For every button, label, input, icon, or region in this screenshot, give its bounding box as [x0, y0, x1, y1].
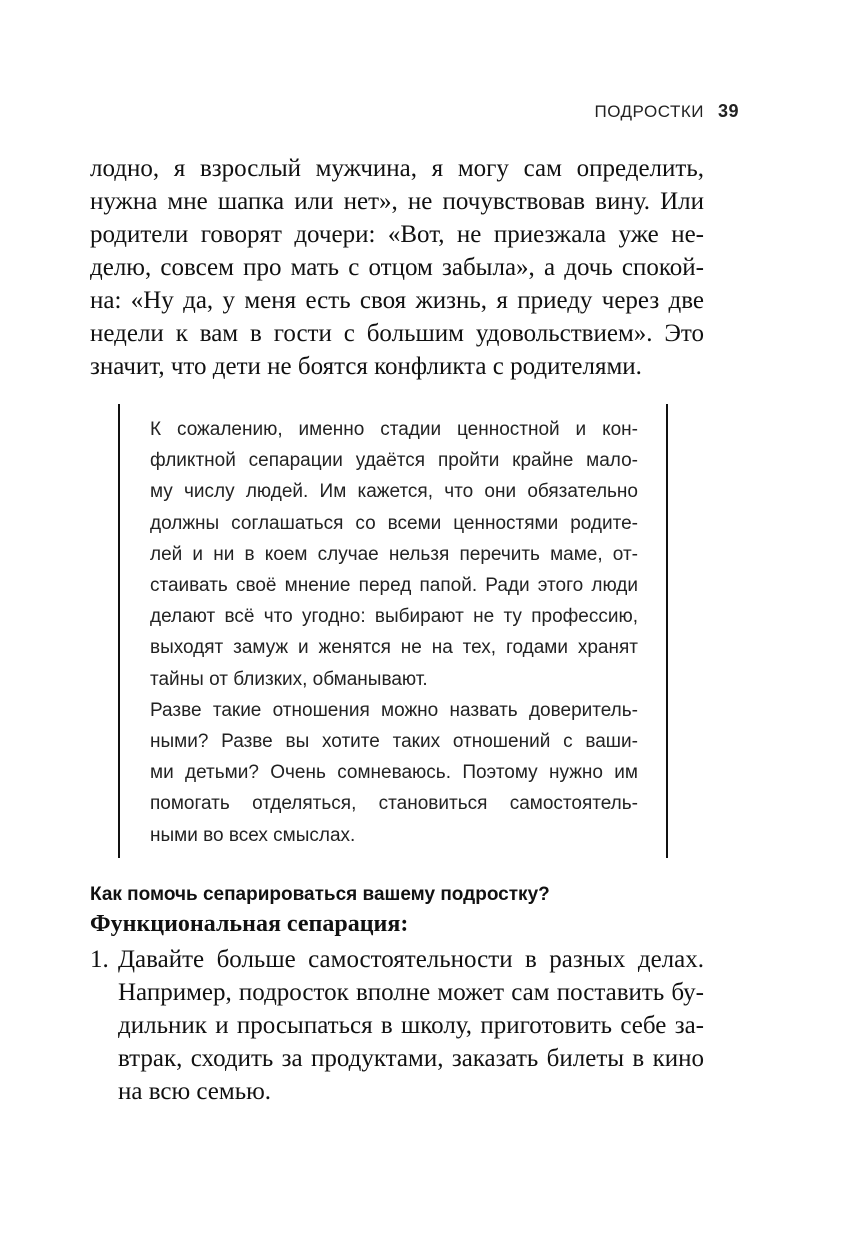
- callout-line: му числу людей. Им кажется, что они обязательно: [150, 481, 638, 503]
- list-item-line: Давайте больше самостоятельности в разных делах.: [118, 946, 704, 973]
- subheading: Как помочь сепарироваться вашему подростку?: [90, 884, 550, 905]
- body-line: делю, совсем про мать с отцом забыла», а дочь спокой-: [90, 254, 704, 281]
- callout-text: [150, 414, 638, 851]
- callout-line: ными во всех смыслах.: [150, 824, 356, 846]
- body-paragraph: [90, 152, 704, 383]
- body-line: недели к вам в гости с большим удовольствием». Это: [90, 320, 704, 347]
- list-item: [90, 943, 704, 1108]
- section-title: Функциональная сепарация:: [90, 911, 409, 937]
- callout-line: должны соглашаться со всеми ценностями родите-: [150, 512, 638, 534]
- callout-line: Разве такие отношения можно назвать доверитель-: [150, 699, 638, 721]
- list-item-line: дильник и просыпаться в школу, приготовить себе за-: [118, 1012, 704, 1039]
- list-item-line: на всю семью.: [118, 1078, 272, 1105]
- callout-line: К сожалению, именно стадии ценностной и кон-: [150, 419, 638, 440]
- callout-line: делают всё что угодно: выбирают не ту профессию,: [150, 606, 638, 628]
- callout-line: тайны от близких, обманывают.: [150, 668, 428, 690]
- body-line: родители говорят дочери: «Вот, не приезжала уже не-: [90, 221, 704, 248]
- page-number: 39: [717, 101, 739, 121]
- body-line: нужна мне шапка или нет», не почувствовав вину. Или: [90, 188, 704, 215]
- body-line: лодно, я взрослый мужчина, я могу сам определить,: [90, 155, 704, 182]
- list-item-number: 1.: [90, 946, 109, 973]
- running-header-section: ПОДРОСТКИ: [594, 102, 704, 121]
- callout-box: [118, 404, 668, 858]
- callout-line: стаивать своё мнение перед папой. Ради этого люди: [150, 575, 638, 597]
- callout-line: лей и ни в коем случае нельзя перечить маме, от-: [150, 543, 638, 565]
- callout-line: ми детьми? Очень сомневаюсь. Поэтому нужно им: [150, 762, 638, 784]
- callout-line: выходят замуж и женятся не на тех, годами хранят: [150, 637, 638, 659]
- body-line: на: «Ну да, у меня есть своя жизнь, я приеду через две: [90, 287, 704, 314]
- callout-line: фликтной сепарации удаётся пройти крайне мало-: [150, 450, 638, 472]
- list-item-line: втрак, сходить за продуктами, заказать билеты в кино: [118, 1045, 704, 1072]
- list-item-line: Например, подросток вполне может сам поставить бу-: [118, 979, 704, 1006]
- callout-line: помогать отделяться, становиться самостоятель-: [150, 793, 638, 815]
- running-header: [594, 101, 739, 122]
- callout-line: ными? Разве вы хотите таких отношений с ваши-: [150, 731, 638, 753]
- body-line: значит, что дети не боятся конфликта с родителями.: [90, 353, 642, 380]
- numbered-list: [90, 943, 704, 1108]
